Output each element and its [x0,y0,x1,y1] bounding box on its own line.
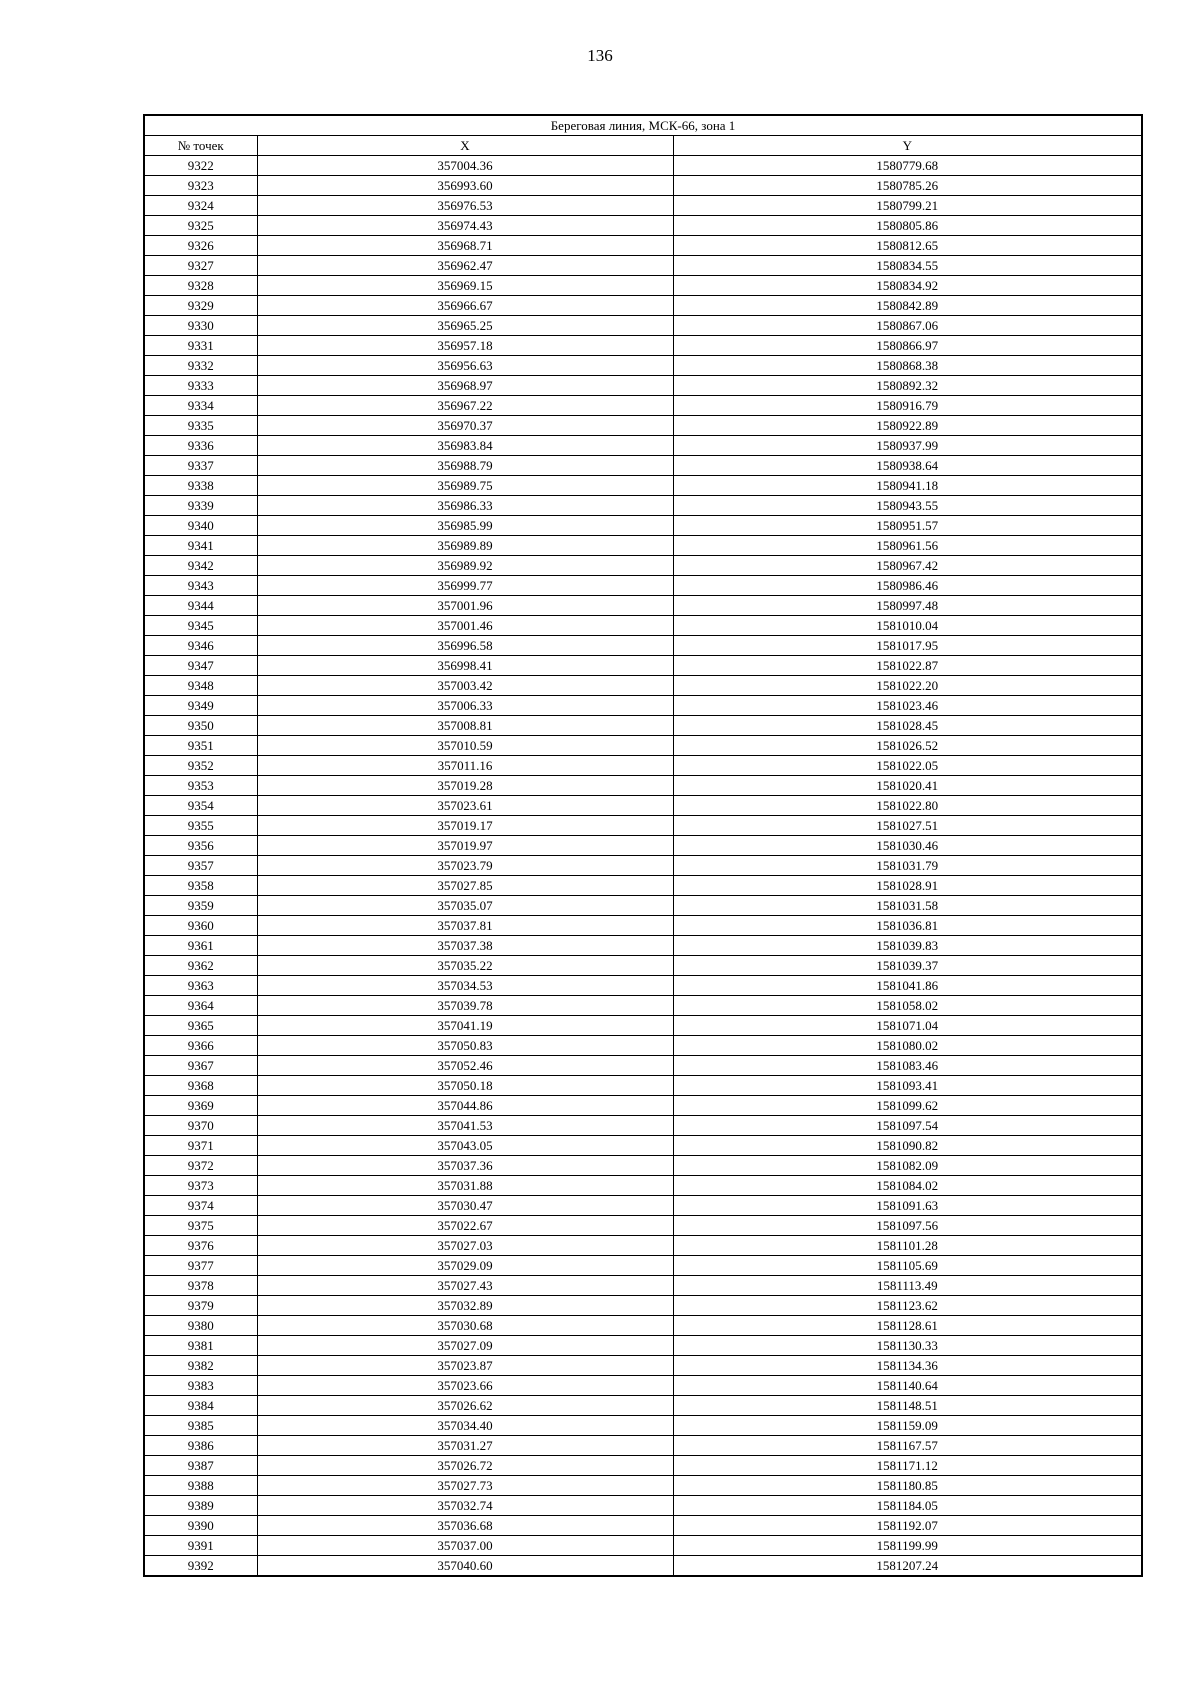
header-y: Y [673,136,1142,156]
y-cell: 1581090.82 [673,1136,1142,1156]
x-cell: 357031.88 [257,1176,673,1196]
x-cell: 357037.81 [257,916,673,936]
table-row [144,1256,1142,1276]
y-cell: 1581199.99 [673,1536,1142,1556]
y-cell: 1581022.20 [673,676,1142,696]
y-cell: 1581058.02 [673,996,1142,1016]
table-row [144,1196,1142,1216]
y-cell: 1581041.86 [673,976,1142,996]
y-cell: 1581171.12 [673,1456,1142,1476]
table-row [144,1296,1142,1316]
table-row [144,1496,1142,1516]
y-cell: 1581080.02 [673,1036,1142,1056]
y-cell: 1581010.04 [673,616,1142,636]
x-cell: 356988.79 [257,456,673,476]
x-cell: 356989.92 [257,556,673,576]
point-number-cell: 9392 [144,1556,257,1577]
coordinates-table [143,114,1143,1577]
point-number-cell: 9325 [144,216,257,236]
point-number-cell: 9337 [144,456,257,476]
point-number-cell: 9370 [144,1116,257,1136]
table-row [144,856,1142,876]
y-cell: 1581028.45 [673,716,1142,736]
table-row [144,1336,1142,1356]
table-row [144,1396,1142,1416]
table-row [144,1556,1142,1577]
x-cell: 356957.18 [257,336,673,356]
table-row [144,1516,1142,1536]
table-row [144,1136,1142,1156]
y-cell: 1581039.37 [673,956,1142,976]
x-cell: 357004.36 [257,156,673,176]
y-cell: 1581192.07 [673,1516,1142,1536]
y-cell: 1581031.79 [673,856,1142,876]
x-cell: 356956.63 [257,356,673,376]
point-number-cell: 9388 [144,1476,257,1496]
x-cell: 357037.00 [257,1536,673,1556]
y-cell: 1581123.62 [673,1296,1142,1316]
table-row [144,396,1142,416]
header-point-number: № точек [144,136,257,156]
y-cell: 1581022.05 [673,756,1142,776]
table-row [144,356,1142,376]
x-cell: 357019.97 [257,836,673,856]
table-row [144,876,1142,896]
y-cell: 1580916.79 [673,396,1142,416]
table-row [144,1156,1142,1176]
point-number-cell: 9350 [144,716,257,736]
y-cell: 1581180.85 [673,1476,1142,1496]
y-cell: 1581159.09 [673,1416,1142,1436]
table-row [144,556,1142,576]
y-cell: 1581167.57 [673,1436,1142,1456]
x-cell: 357027.43 [257,1276,673,1296]
x-cell: 356996.58 [257,636,673,656]
x-cell: 357023.61 [257,796,673,816]
point-number-cell: 9369 [144,1096,257,1116]
point-number-cell: 9345 [144,616,257,636]
y-cell: 1581030.46 [673,836,1142,856]
x-cell: 357050.83 [257,1036,673,1056]
point-number-cell: 9373 [144,1176,257,1196]
table-row [144,896,1142,916]
x-cell: 357027.09 [257,1336,673,1356]
x-cell: 356998.41 [257,656,673,676]
y-cell: 1581071.04 [673,1016,1142,1036]
point-number-cell: 9331 [144,336,257,356]
y-cell: 1580834.92 [673,276,1142,296]
table-row [144,996,1142,1016]
point-number-cell: 9327 [144,256,257,276]
y-cell: 1581140.64 [673,1376,1142,1396]
point-number-cell: 9381 [144,1336,257,1356]
y-cell: 1580868.38 [673,356,1142,376]
x-cell: 357026.62 [257,1396,673,1416]
table-row [144,616,1142,636]
point-number-cell: 9335 [144,416,257,436]
table-row [144,636,1142,656]
y-cell: 1581026.52 [673,736,1142,756]
x-cell: 356969.15 [257,276,673,296]
table-row [144,1416,1142,1436]
y-cell: 1580967.42 [673,556,1142,576]
y-cell: 1581128.61 [673,1316,1142,1336]
table-row [144,676,1142,696]
point-number-cell: 9361 [144,936,257,956]
table-row [144,1216,1142,1236]
point-number-cell: 9389 [144,1496,257,1516]
x-cell: 357034.40 [257,1416,673,1436]
y-cell: 1580779.68 [673,156,1142,176]
x-cell: 357050.18 [257,1076,673,1096]
y-cell: 1580986.46 [673,576,1142,596]
x-cell: 356989.89 [257,536,673,556]
table-row [144,496,1142,516]
table-row [144,816,1142,836]
table-header-row [144,136,1142,156]
x-cell: 357019.28 [257,776,673,796]
table-title-row [144,115,1142,136]
point-number-cell: 9336 [144,436,257,456]
table-row [144,456,1142,476]
x-cell: 357030.68 [257,1316,673,1336]
x-cell: 356974.43 [257,216,673,236]
y-cell: 1581036.81 [673,916,1142,936]
table-row [144,1456,1142,1476]
y-cell: 1581083.46 [673,1056,1142,1076]
table-row [144,436,1142,456]
x-cell: 357032.74 [257,1496,673,1516]
table-row [144,1356,1142,1376]
point-number-cell: 9347 [144,656,257,676]
point-number-cell: 9358 [144,876,257,896]
point-number-cell: 9360 [144,916,257,936]
x-cell: 357022.67 [257,1216,673,1236]
x-cell: 357030.47 [257,1196,673,1216]
table-row [144,756,1142,776]
table-row [144,1056,1142,1076]
table-row [144,236,1142,256]
table-row [144,1176,1142,1196]
header-x: X [257,136,673,156]
x-cell: 357006.33 [257,696,673,716]
x-cell: 356968.71 [257,236,673,256]
point-number-cell: 9343 [144,576,257,596]
point-number-cell: 9328 [144,276,257,296]
y-cell: 1581020.41 [673,776,1142,796]
x-cell: 357010.59 [257,736,673,756]
point-number-cell: 9363 [144,976,257,996]
page-number: 136 [587,46,613,65]
y-cell: 1580951.57 [673,516,1142,536]
point-number-cell: 9371 [144,1136,257,1156]
x-cell: 357001.96 [257,596,673,616]
x-cell: 356967.22 [257,396,673,416]
x-cell: 356989.75 [257,476,673,496]
point-number-cell: 9376 [144,1236,257,1256]
table-row [144,336,1142,356]
x-cell: 356993.60 [257,176,673,196]
table-row [144,796,1142,816]
point-number-cell: 9380 [144,1316,257,1336]
point-number-cell: 9334 [144,396,257,416]
table-row [144,516,1142,536]
y-cell: 1581101.28 [673,1236,1142,1256]
table-row [144,296,1142,316]
y-cell: 1581099.62 [673,1096,1142,1116]
x-cell: 357043.05 [257,1136,673,1156]
x-cell: 357027.85 [257,876,673,896]
table-row [144,276,1142,296]
point-number-cell: 9367 [144,1056,257,1076]
point-number-cell: 9372 [144,1156,257,1176]
x-cell: 357023.66 [257,1376,673,1396]
point-number-cell: 9322 [144,156,257,176]
x-cell: 357034.53 [257,976,673,996]
point-number-cell: 9344 [144,596,257,616]
table-row [144,1476,1142,1496]
point-number-cell: 9382 [144,1356,257,1376]
point-number-cell: 9353 [144,776,257,796]
y-cell: 1580922.89 [673,416,1142,436]
x-cell: 356976.53 [257,196,673,216]
point-number-cell: 9333 [144,376,257,396]
point-number-cell: 9349 [144,696,257,716]
y-cell: 1581022.80 [673,796,1142,816]
point-number-cell: 9365 [144,1016,257,1036]
x-cell: 357019.17 [257,816,673,836]
x-cell: 357041.19 [257,1016,673,1036]
point-number-cell: 9366 [144,1036,257,1056]
point-number-cell: 9339 [144,496,257,516]
y-cell: 1581022.87 [673,656,1142,676]
x-cell: 357039.78 [257,996,673,1016]
x-cell: 356966.67 [257,296,673,316]
table-row [144,1276,1142,1296]
point-number-cell: 9356 [144,836,257,856]
table-row [144,416,1142,436]
table-row [144,656,1142,676]
x-cell: 357001.46 [257,616,673,636]
x-cell: 357037.38 [257,936,673,956]
table-row [144,596,1142,616]
point-number-cell: 9368 [144,1076,257,1096]
y-cell: 1581091.63 [673,1196,1142,1216]
x-cell: 357026.72 [257,1456,673,1476]
point-number-cell: 9346 [144,636,257,656]
y-cell: 1581027.51 [673,816,1142,836]
y-cell: 1581093.41 [673,1076,1142,1096]
y-cell: 1581084.02 [673,1176,1142,1196]
y-cell: 1580941.18 [673,476,1142,496]
x-cell: 357008.81 [257,716,673,736]
y-cell: 1581184.05 [673,1496,1142,1516]
table-row [144,736,1142,756]
point-number-cell: 9390 [144,1516,257,1536]
table-row [144,316,1142,336]
point-number-cell: 9342 [144,556,257,576]
point-number-cell: 9324 [144,196,257,216]
table-row [144,196,1142,216]
table-row [144,836,1142,856]
table-row [144,176,1142,196]
point-number-cell: 9326 [144,236,257,256]
y-cell: 1581031.58 [673,896,1142,916]
table-title: Береговая линия, МСК-66, зона 1 [144,115,1142,136]
y-cell: 1581113.49 [673,1276,1142,1296]
point-number-cell: 9386 [144,1436,257,1456]
point-number-cell: 9379 [144,1296,257,1316]
x-cell: 357037.36 [257,1156,673,1176]
y-cell: 1581082.09 [673,1156,1142,1176]
point-number-cell: 9364 [144,996,257,1016]
y-cell: 1581039.83 [673,936,1142,956]
point-number-cell: 9330 [144,316,257,336]
x-cell: 357035.07 [257,896,673,916]
x-cell: 357036.68 [257,1516,673,1536]
x-cell: 357023.79 [257,856,673,876]
x-cell: 356970.37 [257,416,673,436]
point-number-cell: 9338 [144,476,257,496]
table-row [144,1376,1142,1396]
x-cell: 357052.46 [257,1056,673,1076]
y-cell: 1581134.36 [673,1356,1142,1376]
y-cell: 1580943.55 [673,496,1142,516]
x-cell: 357027.73 [257,1476,673,1496]
y-cell: 1581105.69 [673,1256,1142,1276]
point-number-cell: 9359 [144,896,257,916]
x-cell: 357044.86 [257,1096,673,1116]
y-cell: 1580997.48 [673,596,1142,616]
x-cell: 356986.33 [257,496,673,516]
y-cell: 1580785.26 [673,176,1142,196]
point-number-cell: 9391 [144,1536,257,1556]
point-number-cell: 9377 [144,1256,257,1276]
table-row [144,256,1142,276]
table-row [144,1236,1142,1256]
point-number-cell: 9374 [144,1196,257,1216]
y-cell: 1581130.33 [673,1336,1142,1356]
x-cell: 357011.16 [257,756,673,776]
x-cell: 357032.89 [257,1296,673,1316]
table-row [144,376,1142,396]
point-number-cell: 9329 [144,296,257,316]
y-cell: 1581148.51 [673,1396,1142,1416]
y-cell: 1580867.06 [673,316,1142,336]
point-number-cell: 9340 [144,516,257,536]
y-cell: 1580812.65 [673,236,1142,256]
point-number-cell: 9351 [144,736,257,756]
point-number-cell: 9354 [144,796,257,816]
table-row [144,536,1142,556]
table-row [144,1436,1142,1456]
y-cell: 1581023.46 [673,696,1142,716]
x-cell: 357035.22 [257,956,673,976]
y-cell: 1580866.97 [673,336,1142,356]
point-number-cell: 9383 [144,1376,257,1396]
point-number-cell: 9323 [144,176,257,196]
table-row [144,696,1142,716]
table-row [144,1116,1142,1136]
x-cell: 356968.97 [257,376,673,396]
table-row [144,476,1142,496]
point-number-cell: 9355 [144,816,257,836]
x-cell: 357041.53 [257,1116,673,1136]
y-cell: 1581028.91 [673,876,1142,896]
y-cell: 1581097.54 [673,1116,1142,1136]
x-cell: 356999.77 [257,576,673,596]
table-row [144,156,1142,176]
table-body [144,156,1142,1577]
point-number-cell: 9332 [144,356,257,376]
table-row [144,216,1142,236]
table-row [144,1096,1142,1116]
point-number-cell: 9362 [144,956,257,976]
x-cell: 356962.47 [257,256,673,276]
table-row [144,1536,1142,1556]
point-number-cell: 9352 [144,756,257,776]
table-row [144,1076,1142,1096]
table-row [144,956,1142,976]
point-number-cell: 9384 [144,1396,257,1416]
point-number-cell: 9341 [144,536,257,556]
x-cell: 356985.99 [257,516,673,536]
y-cell: 1580834.55 [673,256,1142,276]
y-cell: 1581207.24 [673,1556,1142,1577]
point-number-cell: 9387 [144,1456,257,1476]
y-cell: 1580937.99 [673,436,1142,456]
table-row [144,1016,1142,1036]
table-row [144,576,1142,596]
y-cell: 1581097.56 [673,1216,1142,1236]
table-row [144,1316,1142,1336]
y-cell: 1580938.64 [673,456,1142,476]
x-cell: 357040.60 [257,1556,673,1577]
table-row [144,716,1142,736]
point-number-cell: 9385 [144,1416,257,1436]
y-cell: 1580805.86 [673,216,1142,236]
x-cell: 357029.09 [257,1256,673,1276]
point-number-cell: 9375 [144,1216,257,1236]
point-number-cell: 9357 [144,856,257,876]
table-row [144,976,1142,996]
x-cell: 357031.27 [257,1436,673,1456]
table-row [144,1036,1142,1056]
y-cell: 1580842.89 [673,296,1142,316]
table-row [144,936,1142,956]
x-cell: 356983.84 [257,436,673,456]
y-cell: 1580892.32 [673,376,1142,396]
x-cell: 357003.42 [257,676,673,696]
x-cell: 357027.03 [257,1236,673,1256]
table-row [144,776,1142,796]
table-row [144,916,1142,936]
x-cell: 356965.25 [257,316,673,336]
point-number-cell: 9378 [144,1276,257,1296]
y-cell: 1580799.21 [673,196,1142,216]
y-cell: 1580961.56 [673,536,1142,556]
point-number-cell: 9348 [144,676,257,696]
y-cell: 1581017.95 [673,636,1142,656]
x-cell: 357023.87 [257,1356,673,1376]
